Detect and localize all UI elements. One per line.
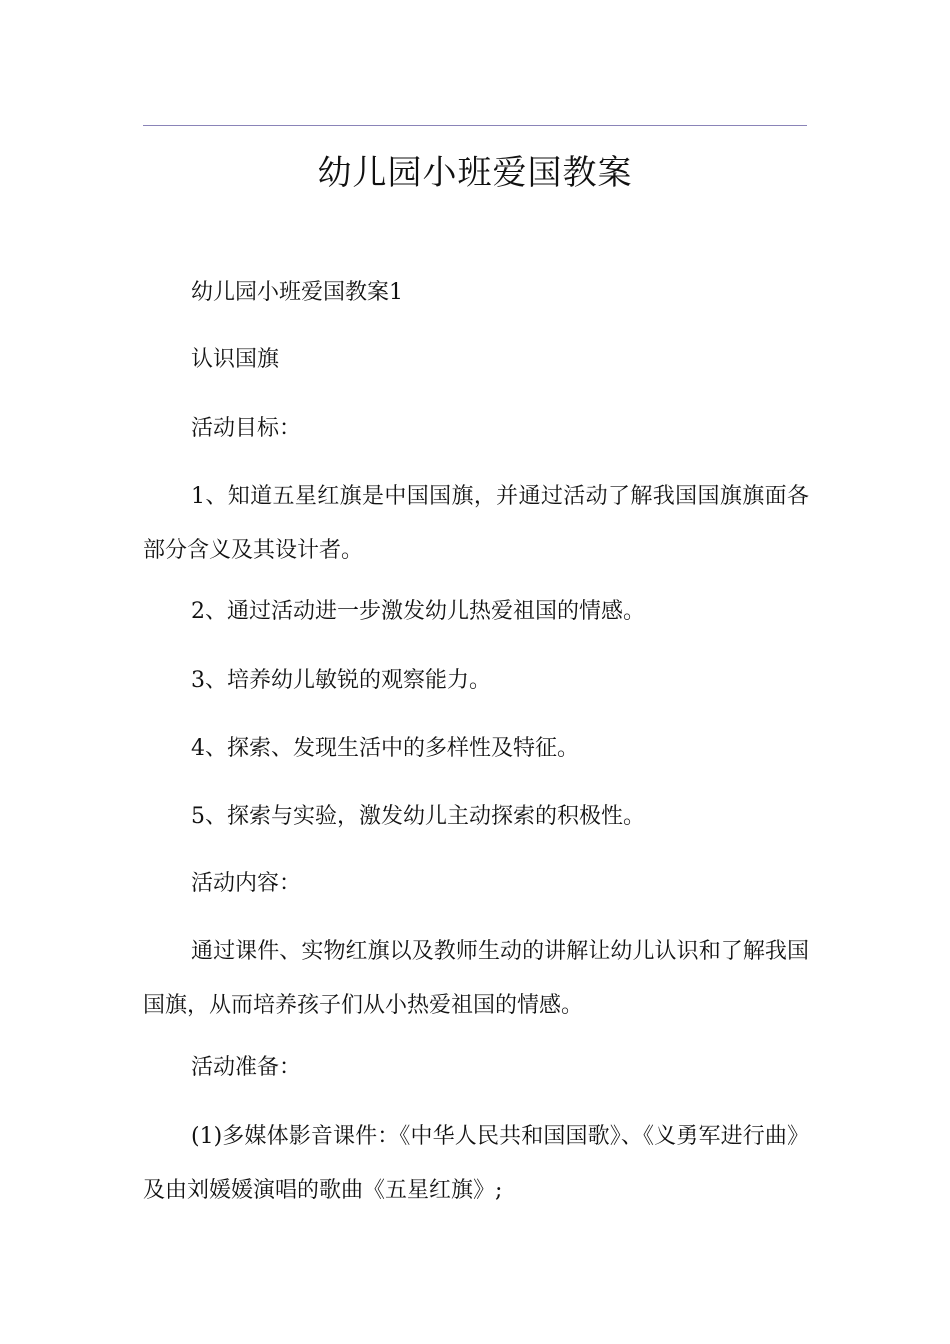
objective-item-2: 2、通过活动进一步激发幼儿热爱祖国的情感。: [191, 599, 645, 624]
content-paragraph: 通过课件、实物红旗以及教师生动的讲解让幼儿认识和了解我国国旗，从而培养孩子们从小热爱祖国的情感。: [143, 939, 809, 1018]
topic-heading: 认识国旗: [191, 347, 280, 372]
page-title: 幼儿园小班爱国教案: [317, 153, 633, 193]
objective-item-5: 5、探索与实验，激发幼儿主动探索的积极性。: [191, 804, 645, 829]
section-heading: 幼儿园小班爱国教案1: [191, 280, 403, 305]
objectives-heading: 活动目标：: [191, 416, 302, 441]
objective-item-3: 3、培养幼儿敏锐的观察能力。: [191, 668, 491, 693]
objective-item-4: 4、探索、发现生活中的多样性及特征。: [191, 736, 579, 761]
content-heading: 活动内容：: [191, 871, 302, 896]
preparation-item-1: (1)多媒体影音课件：《中华人民共和国国歌》、《义勇军进行曲》及由刘媛媛演唱的歌曲《五星红旗》;: [143, 1124, 809, 1203]
objective-item-1: 1、知道五星红旗是中国国旗，并通过活动了解我国国旗旗面各部分含义及其设计者。: [143, 484, 809, 563]
preparation-heading: 活动准备：: [191, 1055, 302, 1080]
header-rule: [143, 125, 807, 126]
